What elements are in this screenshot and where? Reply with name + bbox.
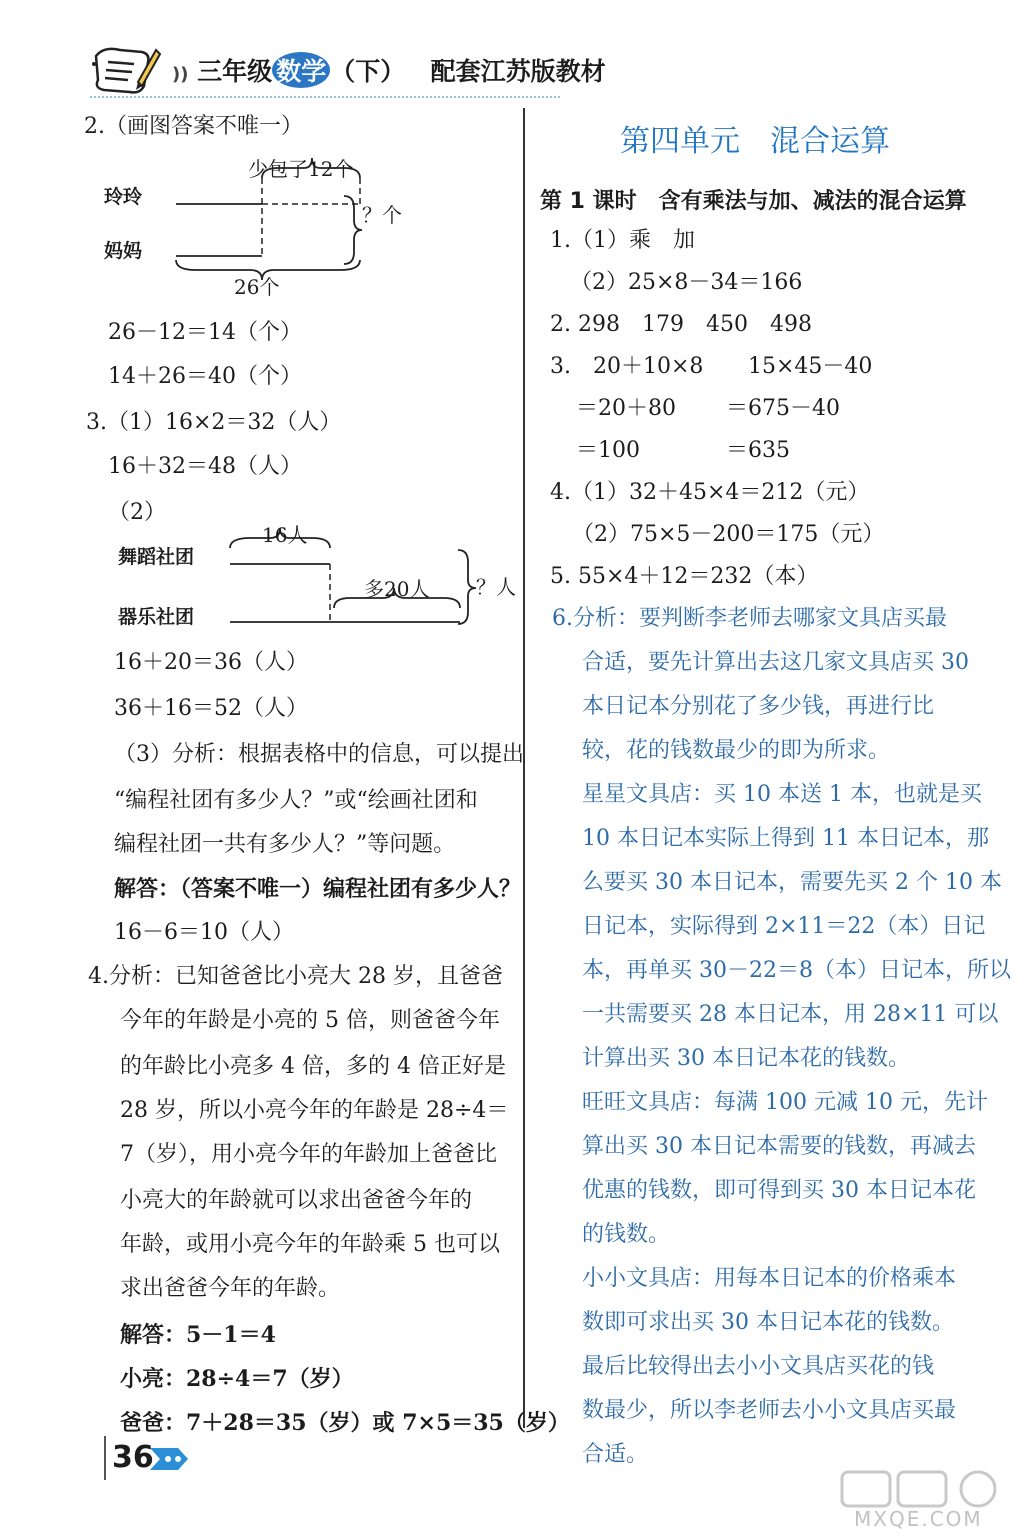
q2-label-mama: 妈妈 [104,240,143,262]
q3-line-4: 16＋20＝36（人） [114,650,308,675]
page-header [90,42,606,102]
scroll-pencil-logo-icon [90,42,162,98]
q3-label-16: 16人 [262,523,308,547]
r-line-3: 2. 298 179 450 498 [550,312,812,337]
q3-label-dance: 舞蹈社团 [118,546,195,568]
q4-line-8: 求出爸爸今年的年龄。 [120,1276,341,1301]
footer-bar [104,1436,106,1480]
q2-title: 2.（画图答案不唯一） [84,114,303,139]
r-line-5a: ＝20＋80 [576,396,676,421]
q3-label-more20: 多20人 [364,577,430,601]
q3-label-question: ？人 [476,575,516,599]
q2-line-2: 14＋26＝40（个） [108,364,302,389]
r-line-16: 么要买 30 本日记本，需要先买 2 个 10 本 [582,870,1002,895]
header-grade: 三年级 [197,57,273,86]
r-line-21: 旺旺文具店：每满 100 元减 10 元，先计 [582,1090,988,1115]
book-title: )) 三年级 数学 （下） 配套江苏版教材 [172,52,606,88]
q2-label-short: 少包了12个 [248,157,354,181]
q2-label-question: ？个 [362,203,402,227]
header-divider [90,96,560,98]
q3-label-music: 器乐社团 [118,606,195,628]
q4-line-10: 小亮：28÷4＝7（岁） [120,1366,354,1392]
header-edition: 配套江苏版教材 [430,57,606,86]
r-line-4a: 3. 20＋10×8 [550,354,704,379]
q3-line-3: （2） [108,500,166,525]
q3-line-2: 16＋32＝48（人） [108,454,302,479]
page-arrow-icon [148,1444,190,1474]
r-line-6b: ＝635 [726,438,790,463]
r-line-7: 4.（1）32＋45×4＝212（元） [550,480,870,505]
q3-line-7: “编程社团有多少人？”或“绘画社团和 [114,788,478,813]
q4-line-6: 小亮大的年龄就可以求出爸爸今年的 [120,1188,473,1213]
q4-line-7: 年龄，或用小亮今年的年龄乘 5 也可以 [120,1232,500,1257]
q3-line-9: 解答：（答案不唯一）编程社团有多少人？ [114,876,522,902]
r-line-20: 计算出买 30 本日记本花的钱数。 [582,1046,910,1071]
r-line-23: 优惠的钱数，即可得到买 30 本日记本花 [582,1178,976,1203]
q4-line-5: 7（岁），用小亮今年的年龄加上爸爸比 [120,1142,497,1167]
q3-line-10: 16－6＝10（人） [114,920,294,945]
r-line-12: 本日记本分别花了多少钱，再进行比 [582,694,935,719]
q4-line-9: 解答：5－1＝4 [120,1322,276,1348]
r-line-29: 合适。 [582,1442,649,1467]
q4-line-3: 的年龄比小亮多 4 倍，多的 4 倍正好是 [120,1054,506,1079]
r-line-14: 星星文具店：买 10 本送 1 本，也就是买 [582,782,982,807]
r-line-5b: ＝675－40 [726,396,840,421]
r-line-15: 10 本日记本实际上得到 11 本日记本，那 [582,826,989,851]
watermark-site: MXQE.COM [854,1507,983,1531]
q3-line-diagram [110,518,520,638]
r-line-26: 数即可求出买 30 本日记本花的钱数。 [582,1310,954,1335]
watermark [840,1470,1010,1532]
q2-label-lingling: 玲玲 [104,186,143,208]
r-line-18: 本，再单买 30－22＝8（本）日记本，所以 [582,958,1011,983]
r-line-19: 一共需要买 28 本日记本，用 28×11 可以 [582,1002,999,1027]
q3-line-8: 编程社团一共有多少人？”等问题。 [114,832,456,857]
page-number: 36 [112,1440,154,1475]
r-line-1: 1.（1）乘 加 [550,228,695,253]
r-line-4b: 15×45－40 [748,354,873,379]
header-subject-badge: 数学 [272,52,330,88]
r-line-24: 的钱数。 [582,1222,671,1247]
header-volume: （下） [330,57,406,86]
lesson-title: 第 1 课时 含有乘法与加、减法的混合运算 [540,189,967,214]
r-line-25: 小小文具店：用每本日记本的价格乘本 [582,1266,957,1291]
r-line-22: 算出买 30 本日记本需要的钱数，再减去 [582,1134,976,1159]
q2-line-1: 26－12＝14（个） [108,320,302,345]
q3-line-6: （3）分析：根据表格中的信息，可以提出 [114,742,524,767]
r-line-10: 6.分析：要判断李老师去哪家文具店买最 [552,606,947,631]
r-line-28: 数最少，所以李老师去小小文具店买最 [582,1398,957,1423]
r-line-17: 日记本，实际得到 2×11＝22（本）日记 [582,914,986,939]
r-line-2: （2）25×8－34＝166 [570,270,803,295]
unit-title: 第四单元 混合运算 [620,124,890,159]
r-line-27: 最后比较得出去小小文具店买花的钱 [582,1354,935,1379]
q3-line-5: 36＋16＝52（人） [114,696,308,721]
r-line-11: 合适，要先计算出去这几家文具店买 30 [582,650,969,675]
r-line-9: 5. 55×4＋12＝232（本） [550,564,819,589]
q2-label-26: 26个 [234,275,280,299]
q3-line-1: 3.（1）16×2＝32（人） [86,410,342,435]
r-line-13: 较，花的钱数最少的即为所求。 [582,738,891,763]
q4-line-4: 28 岁，所以小亮今年的年龄是 28÷4＝ [120,1098,509,1123]
q4-line-1: 4.分析：已知爸爸比小亮大 28 岁，且爸爸 [88,964,503,989]
q4-line-2: 今年的年龄是小亮的 5 倍，则爸爸今年 [120,1008,500,1033]
r-line-6a: ＝100 [576,438,640,463]
r-line-8: （2）75×5－200＝175（元） [572,522,885,547]
q2-line-diagram [100,148,420,298]
q4-line-11: 爸爸：7＋28＝35（岁）或 7×5＝35（岁） [120,1410,570,1436]
